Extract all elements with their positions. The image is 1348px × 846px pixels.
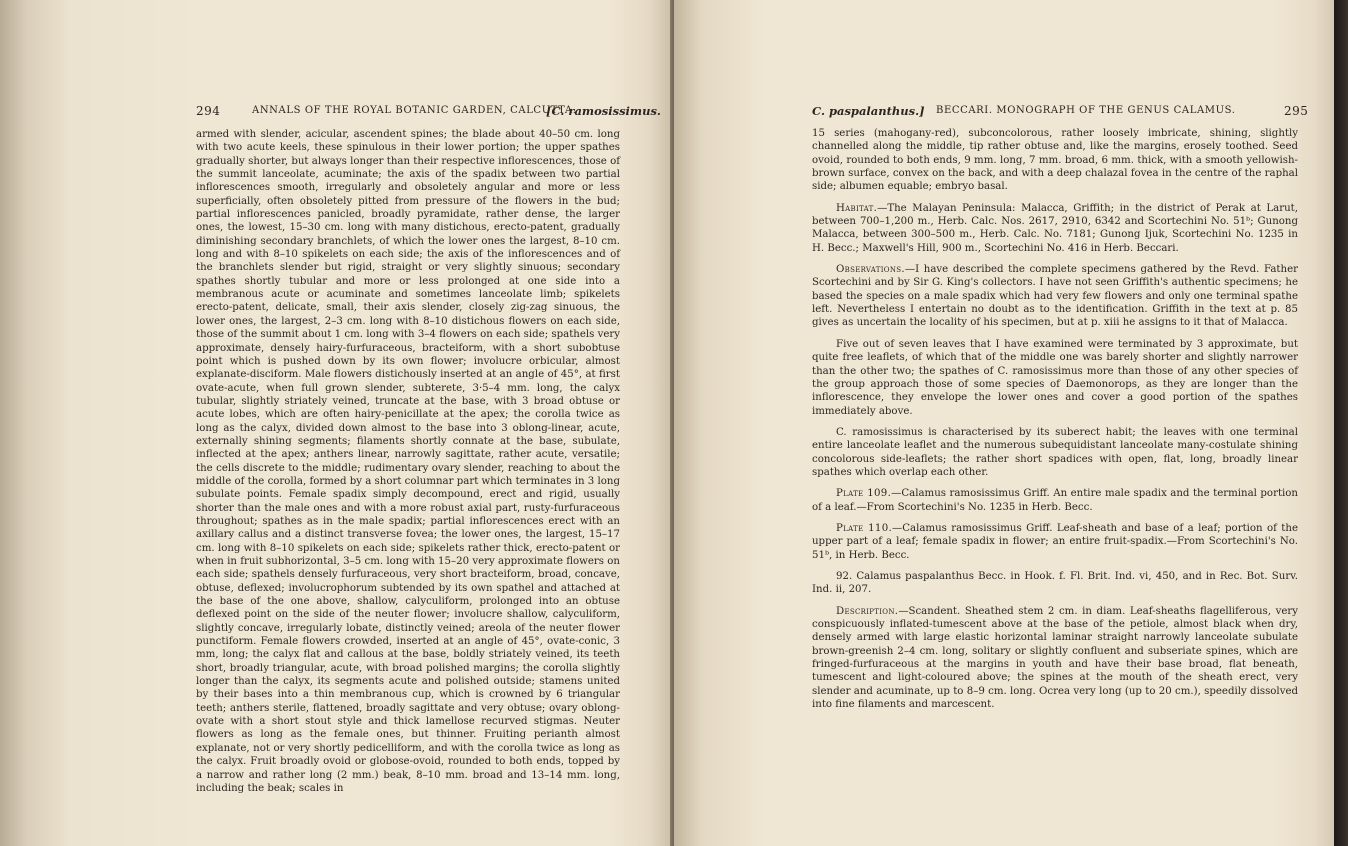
right-paragraph-leaves: Five out of seven leaves that I have examined were terminated by 3 approximate, but quite free leaflets, of which that of the middle one was barely shorter and slightly narrower than the other two; the spathes of C. ramosissimus more than those of any other species of the group approach those of some species of Daemonorops, as they are longer than the inflorescence, they envelope the lower ones and cover a good portion of the spathes immediately above.: [812, 338, 1298, 417]
plate-109-label: Plate 109.: [836, 488, 892, 500]
left-running-head: ANNALS OF THE ROYAL BOTANIC GARDEN, CALCUTTA.: [252, 105, 577, 116]
habitat-text: —The Malayan Peninsula: Malacca, Griffith; in the district of Perak at Larut, between 700–1,200 m., Herb. Calc. Nos. 2617, 2910, 6342 and Scortechini No. 51ᵇ; Gunong Malacca, between 300–500 m., Herb. Calc. No. 7181; Gunong Ijuk, Scortechini No. 1235 in H. Becc.; Maxwell's Hill, 900 m., Scortechini No. 416 in Herb. Beccari.: [812, 202, 1298, 254]
left-body-column: [196, 128, 620, 795]
left-section-tag: [C. ramosissimus.: [546, 104, 661, 118]
right-page: [674, 0, 1334, 846]
right-page-number: 295: [1284, 104, 1309, 118]
right-paragraph-habitat: [812, 202, 1298, 255]
right-running-head: BECCARI. MONOGRAPH OF THE GENUS CALAMUS.: [936, 105, 1236, 116]
habitat-label: Habitat.: [836, 202, 878, 214]
right-paragraph-description: [812, 605, 1298, 712]
right-paragraph-plate-110: [812, 522, 1298, 562]
right-section-tag: C. paspalanthus.]: [812, 104, 925, 118]
right-paragraph-characterised: C. ramosissimus is characterised by its suberect habit; the leaves with one terminal entire lanceolate leaflet and the numerous subequidistant lanceolate many-costulate shining concolorous side-leaflets; the rather short spadices with open, flat, long, broadly linear spathes which overlap each other.: [812, 426, 1298, 478]
right-paragraph-seed: 15 series (mahogany-red), subconcolorous, rather loosely imbricate, shining, slightly channelled along the middle, tip rather obtuse and, like the margins, erosely toothed. Seed ovoid, rounded to both ends, 9 mm. long, 7 mm. broad, 6 mm. thick, with a smooth yellowish-brown surface, convex on the back, and with a deep chalazal fovea in the centre of the raphal side; albumen equable; embryo basal.: [812, 128, 1298, 193]
right-paragraph-plate-109: [812, 487, 1298, 514]
description-text: —Scandent. Sheathed stem 2 cm. in diam. Leaf-sheaths flagelliferous, very conspicuously inflated-tumescent above at the base of the petiole, almost black when dry, densely armed with large elastic horizontal laminar straight narrowly lanceolate subulate brown-greenish 2–4 cm. long, solitary or slightly confluent and subseriate spines, which are fringed-furfuraceous at the margins in youth and have their base broad, flat beneath, tumescent and light-coloured above; the spines at the mouth of the sheath erect, very slender and acuminate, up to 8–9 cm. long. Ocrea very long (up to 20 cm.), speedily dissolved into fine filaments and marcescent.: [812, 605, 1298, 711]
observations-label: Observations.: [836, 264, 905, 276]
right-body-column: [812, 127, 1298, 711]
plate-110-text: —Calamus ramosissimus Griff. Leaf-sheath and base of a leaf; portion of the upper part of a leaf; female spadix in flower; an entire fruit-spadix.—From Scortechini's No. 51ᵇ, in Herb. Becc.: [812, 522, 1298, 561]
plate-110-label: Plate 110.: [836, 522, 893, 534]
observations-text: —I have described the complete specimens gathered by the Revd. Father Scortechini and by Sir G. King's collectors. I have not seen Griffith's authentic specimens; he based the species on a male spadix which had very few flowers and only one terminal spathe left. Nevertheless I entertain no doubt as to the identification. Griffith in the text at p. 85 gives as uncertain the locality of his specimen, but at p. xiii he assigns to it that of Malacca.: [812, 264, 1298, 329]
description-label: Description.: [836, 605, 899, 617]
left-body-text: armed with slender, acicular, ascendent spines; the blade about 40–50 cm. long with two acute keels, these spinulous in their lower portion; the upper spathes gradually shorter, but always longer than their respective inflorescences, those of the summit lanceolate, acuminate; the axis of the spadix between two partial inflorescences smooth, irregularly and obsoletely angular and more or less superficially, often obsoletely pitted from pressure of the flowers in the bud; partial inflorescences panicled, broadly pyramidate, rather dense, the larger ones, the lowest, 15–30 cm. long with many distichous, erecto-patent, gradually diminishing secondary branchlets, of which the lower ones the largest, 8–10 cm. long and with 8–10 spikelets on each side; the axis of the inflorescences and of the branchlets slender but rigid, straight or very slightly sinuous; secondary spathes shortly tubular and more or less prolonged at one side into a membranous acute or acuminate and sometimes lanceolate limb; spikelets erecto-patent, delicate, small, their axis slender, closely zig-zag sinuous, the lower ones, the largest, 2–3 cm. long with 8–10 distichous flowers on each side, those of the summit about 1 cm. long with 3–4 flowers on each side; spathels very approximate, densely hairy-furfuraceous, bracteiform, with a short subobtuse point which is pushed down by its own flower; involucre orbicular, almost explanate-disciform. Male flowers distichously inserted at an angle of 45°, at first ovate-acute, when full grown slender, subterete, 3·5–4 mm. long, the calyx tubular, slightly striately veined, truncate at the base, with 3 broad obtuse or acute lobes, which are often hairy-penicillate at the apex; the corolla twice as long as the calyx, divided down almost to the base into 3 oblong-linear, acute, externally shining segments; filaments shortly connate at the base, subulate, inflected at the apex; anthers linear, narrowly sagittate, rather acute, versatile; the cells discrete to the middle; rudimentary ovary slender, reaching to about the middle of the corolla, formed by a short columnar part which terminates in 3 long subulate points. Female spadix simply decompound, erect and rigid, usually shorter than the male ones and with a more robust axial part, rusty-furfuraceous throughout; spathes as in the male spadix; partial inflorescences erect with an axillary callus and a distinct transverse fovea; the lower ones, the largest, 15–17 cm. long with 8–10 spikelets on each side; spikelets rather thick, erecto-patent or when in fruit subhorizontal, 3–5 cm. long with 15–20 very approximate flowers on each side; spathels densely furfuraceous, very short bracteiform, broad, concave, obtuse, deflexed; involucrophorum subtended by its own spathel and attached at the base of the one above, shallow, calyculiform, prolonged into an obtuse deflexed point on the side of the neuter flower; involucre shallow, calyculiform, slightly concave, irregularly lobate, distinctly veined; areola of the neuter flower punctiform. Female flowers crowded, inserted at an angle of 45°, ovate-conic, 3 mm, long; the calyx flat and callous at the base, boldly striately veined, its teeth short, broadly triangular, acute, with broad polished margins; the corolla slightly longer than the calyx, its segments acute and polished outside; stamens united by their bases into a thin membranous cup, which is crowned by 6 triangular teeth; anthers sterile, flattened, broadly sagittate and very obtuse; ovary oblong-ovate with a short stout style and thick lamellose recurved stigmas. Neuter flowers as long as the female ones, but thinner. Fruiting perianth almost explanate, not or very shortly pedicelliform, and with the corolla twice as long as the calyx. Fruit broadly ovoid or globose-ovoid, rounded to both ends, topped by a narrow and rather long (2 mm.) beak, 8–10 mm. broad and 13–14 mm. long, including the beak; scales in: [196, 129, 621, 794]
book-edge: [1334, 0, 1348, 846]
right-species-heading: 92. Calamus paspalanthus Becc. in Hook. f. Fl. Brit. Ind. vi, 450, and in Rec. Bot. Surv. Ind. ii, 207.: [812, 570, 1298, 596]
left-page-number: 294: [196, 104, 221, 118]
left-running-header: [0, 104, 674, 120]
plate-109-text: —Calamus ramosissimus Griff. An entire male spadix and the terminal portion of a leaf.—From Scortechini's No. 1235 in Herb. Becc.: [812, 488, 1298, 513]
right-paragraph-observations: [812, 263, 1298, 330]
right-running-header: [674, 104, 1334, 120]
